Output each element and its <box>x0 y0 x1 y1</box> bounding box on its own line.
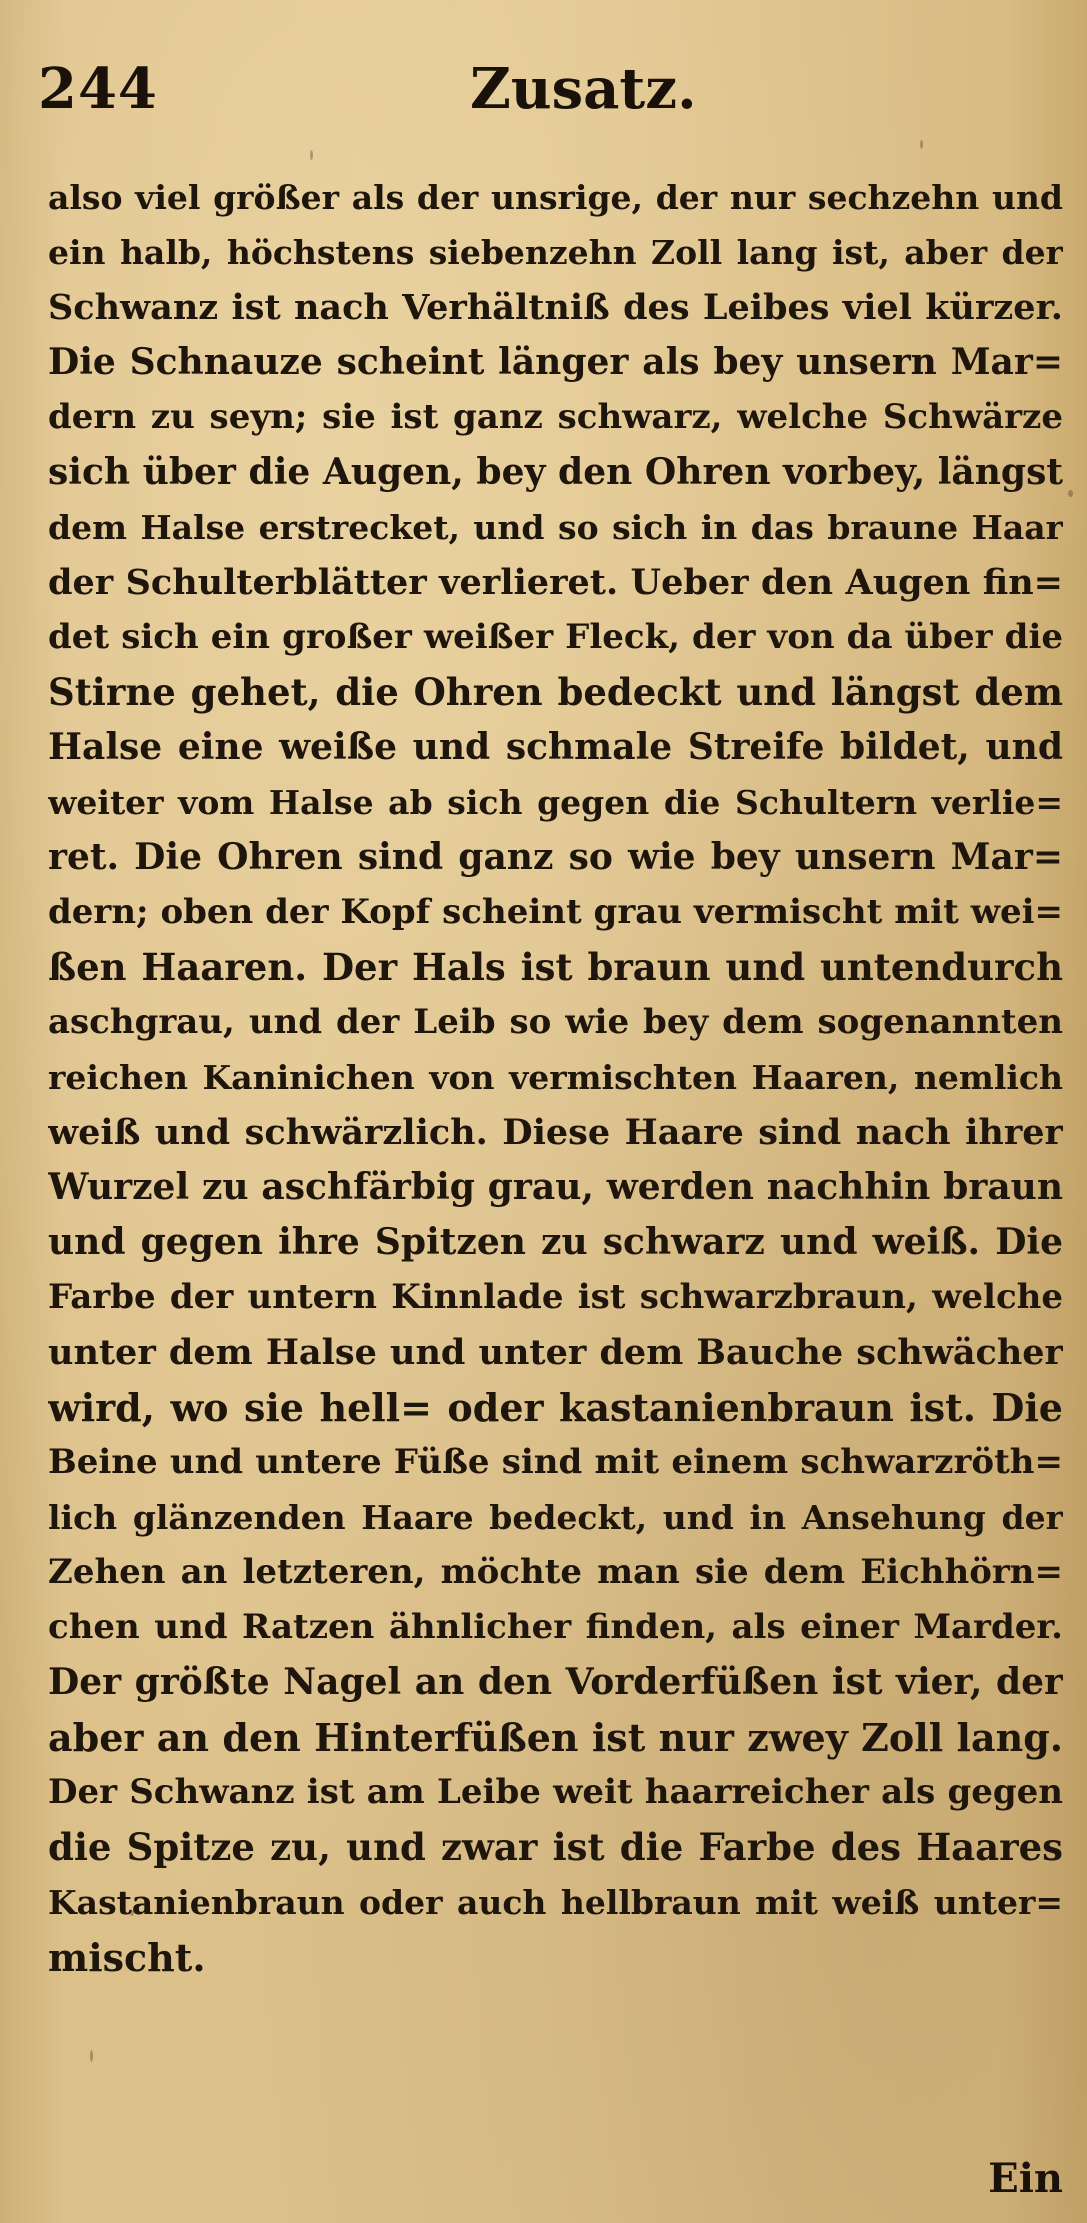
text-line: aber an den Hinterfüßen ist nur zwey Zoll lang. <box>48 1715 1063 1760</box>
text-line: und gegen ihre Spitzen zu schwarz und weiß. Die <box>48 1221 1063 1263</box>
text-line: Stirne gehet, die Ohren bedeckt und längst dem <box>48 670 1063 714</box>
text-line: weiß und schwärzlich. Diese Haare sind nach ihrer <box>48 1112 1063 1153</box>
text-line: Der Schwanz ist am Leibe weit haarreicher als gegen <box>48 1772 1063 1812</box>
text-line: ret. Die Ohren sind ganz so wie bey unsern Mar= <box>48 836 1063 878</box>
text-line: Zehen an letzteren, möchte man sie dem Eichhörn= <box>48 1552 1063 1592</box>
text-line: det sich ein großer weißer Fleck, der von da über die <box>48 617 1063 657</box>
text-line: Kastanienbraun oder auch hellbraun mit weiß unter= <box>48 1883 1063 1922</box>
text-line: die Spitze zu, und zwar ist die Farbe des Haares <box>48 1825 1063 1869</box>
text-line: Die Schnauze scheint länger als bey unsern Mar= <box>48 341 1063 383</box>
text-line: sich über die Augen, bey den Ohren vorbey, längst <box>48 451 1063 493</box>
catchword: Ein <box>988 2155 1063 2202</box>
text-line: unter dem Halse und unter dem Bauche schwächer <box>48 1332 1063 1373</box>
paper-speck <box>1068 490 1073 497</box>
text-line: lich glänzenden Haare bedeckt, und in Ansehung der <box>48 1498 1063 1537</box>
text-line: Halse eine weiße und schmale Streife bildet, und <box>48 726 1063 768</box>
text-line: chen und Ratzen ähnlicher finden, als einer Marder. <box>48 1607 1063 1647</box>
text-line: ßen Haaren. Der Hals ist braun und untendurch <box>48 945 1063 989</box>
text-line: der Schulterblätter verlieret. Ueber den Augen fin= <box>48 562 1063 603</box>
text-line: dern zu seyn; sie ist ganz schwarz, welche Schwärze <box>48 397 1063 437</box>
text-line: wird, wo sie hell= oder kastanienbraun ist. Die <box>48 1385 1063 1430</box>
running-head: Zusatz. <box>470 56 697 122</box>
text-line: aschgrau, und der Leib so wie bey dem sogenannten <box>48 1002 1063 1042</box>
text-line: Der größte Nagel an den Vorderfüßen ist vier, der <box>48 1661 1063 1703</box>
body-text <box>48 170 1063 1985</box>
text-line: Farbe der untern Kinnlade ist schwarzbraun, welche <box>48 1277 1063 1317</box>
paper-speck <box>90 2050 93 2062</box>
text-line: also viel größer als der unsrige, der nur sechzehn und <box>48 178 1063 217</box>
text-line: mischt. <box>48 1935 206 1980</box>
text-line: dern; oben der Kopf scheint grau vermischt mit wei= <box>48 892 1063 932</box>
page-number: 244 <box>38 56 158 122</box>
paper-speck <box>920 140 923 149</box>
text-line: Beine und untere Füße sind mit einem schwarzröth= <box>48 1442 1063 1482</box>
text-line: dem Halse erstrecket, und so sich in das braune Haar <box>48 508 1063 547</box>
text-line: reichen Kaninichen von vermischten Haaren, nemlich <box>48 1058 1063 1097</box>
text-line: Schwanz ist nach Verhältniß des Leibes viel kürzer. <box>48 287 1063 328</box>
text-line: ein halb, höchstens siebenzehn Zoll lang ist, aber der <box>48 233 1063 272</box>
text-line: Wurzel zu aschfärbig grau, werden nachhin braun <box>48 1166 1063 1208</box>
text-line: weiter vom Halse ab sich gegen die Schultern verlie= <box>48 783 1063 822</box>
paper-speck <box>310 150 313 160</box>
